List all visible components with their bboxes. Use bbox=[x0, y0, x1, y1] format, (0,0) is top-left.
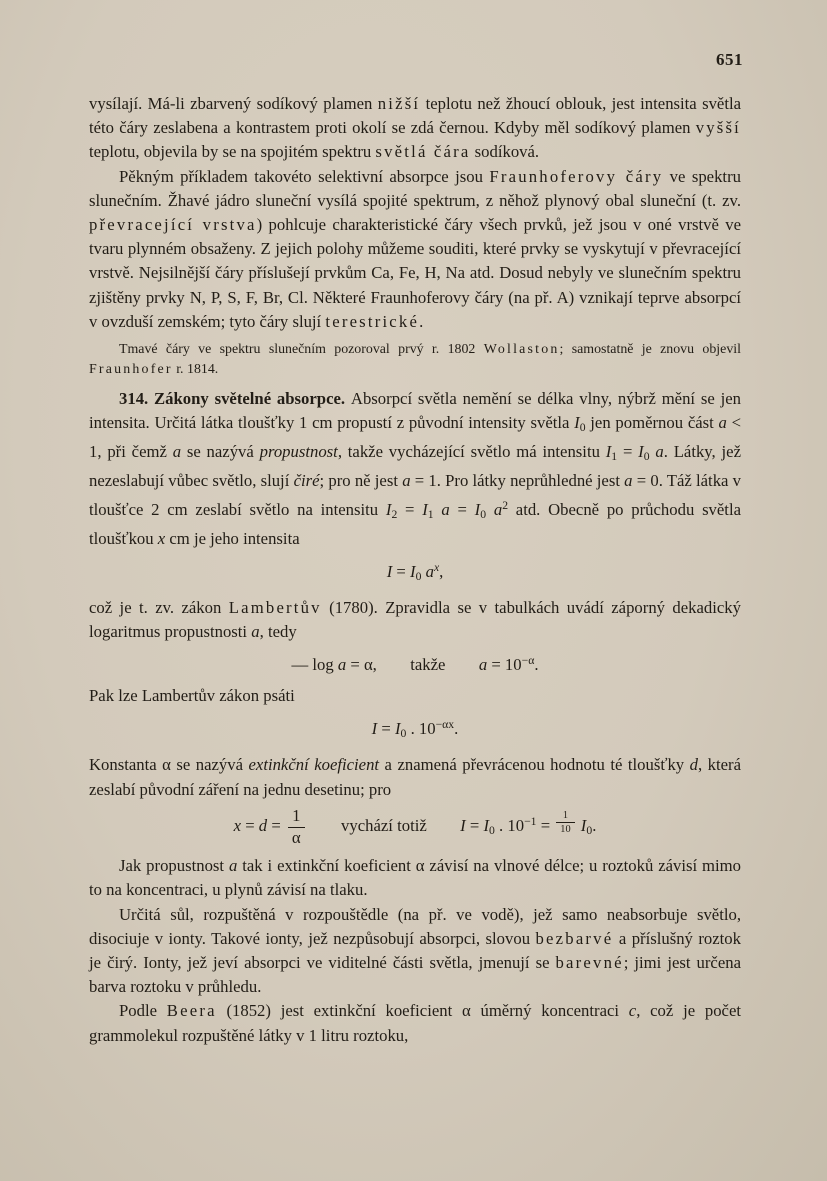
fraction: $\frac{1}{\alpha}$ bbox=[288, 807, 305, 847]
text-run: 2 bbox=[391, 507, 398, 521]
text-run: Beera bbox=[166, 1001, 217, 1021]
text-run: r. 1814. bbox=[172, 361, 219, 377]
equation-log bbox=[89, 649, 741, 677]
page-content bbox=[89, 92, 741, 1048]
text-run: 1 bbox=[611, 450, 618, 464]
text-run: cm je jeho intensita bbox=[165, 528, 300, 548]
text-run: ; samostatně je znovu objevil bbox=[559, 342, 741, 358]
text-run: a bbox=[172, 442, 182, 462]
text-run: d bbox=[689, 755, 698, 775]
text-run: Tmavé čáry ve spektru slunečním pozoroval prvý r. 1802 bbox=[119, 342, 484, 358]
paragraph bbox=[89, 684, 741, 708]
text-run: x bbox=[433, 560, 440, 574]
text-run: 1 bbox=[427, 507, 434, 521]
text-run: , což je počet grammolekul rozpuštěné látky v 1 litru roztoku, bbox=[89, 1001, 742, 1045]
text-run: , takže vycházející světlo má intensitu bbox=[337, 442, 606, 462]
text-run: se nazývá bbox=[181, 442, 260, 462]
fraction: $\frac{1}{10}$ bbox=[556, 810, 574, 836]
text-run: což je t. zv. zákon bbox=[89, 597, 229, 617]
text-run: . 10 bbox=[406, 719, 436, 739]
text-run: vyšší bbox=[695, 118, 741, 138]
text-run: 0 bbox=[643, 450, 650, 464]
text-run: = bbox=[465, 815, 484, 835]
text-run: = 0. Táž látka v tloušťce 2 cm zeslabí světlo na intensitu bbox=[89, 471, 742, 519]
text-run: . bbox=[534, 655, 539, 675]
text-run: (1852) jest extinkční koeficient α úměrný koncentraci bbox=[216, 1001, 629, 1021]
text-run: = bbox=[449, 499, 475, 519]
paragraph bbox=[89, 903, 741, 1000]
equation-extinction bbox=[89, 807, 741, 847]
text-run: < 1, při čemž bbox=[89, 413, 742, 462]
text-run: . 10 bbox=[494, 815, 525, 835]
text-run: (1780). Zpravidla se v tabulkách uvádí záporný dekadický logaritmus propustnosti bbox=[89, 597, 741, 642]
text-run: atd. Obecně po průchodu světla tloušťkou bbox=[89, 499, 741, 548]
text-run: = bbox=[536, 815, 555, 835]
text-run: d bbox=[258, 815, 268, 835]
text-run: Fraunhofer bbox=[89, 361, 173, 377]
paragraph bbox=[89, 854, 741, 902]
text-run: takže bbox=[376, 655, 479, 675]
text-run: 0 bbox=[579, 421, 586, 435]
text-run: — log bbox=[291, 655, 338, 675]
text-run: I bbox=[394, 719, 401, 739]
text-run: jen poměrnou část bbox=[585, 413, 719, 433]
text-run: čiré bbox=[293, 471, 320, 491]
text-run: I bbox=[422, 499, 428, 519]
text-run: Absorpcí světla nemění se délka vlny, nýbrž mění se jen intensita. Určitá látka tloušťky 1 cm propustí z původní intensity světla bbox=[89, 389, 741, 433]
text-run: . bbox=[419, 311, 424, 331]
text-run: Fraunhoferovy čáry bbox=[489, 166, 664, 186]
text-run: a bbox=[251, 622, 260, 642]
text-run: I bbox=[574, 413, 580, 433]
text-run: = α, bbox=[346, 655, 377, 675]
text-run: ; pro ně jest bbox=[319, 471, 403, 491]
footnote-paragraph bbox=[89, 340, 741, 379]
text-run: = bbox=[617, 442, 639, 462]
text-run: ; jimi jest určena barva roztoku v průhledu. bbox=[89, 953, 741, 997]
text-run: I bbox=[638, 442, 644, 462]
text-run: 0 bbox=[586, 823, 593, 837]
text-run: = bbox=[241, 815, 259, 835]
text-run: , tedy bbox=[259, 622, 297, 642]
paragraph-continuation bbox=[89, 92, 741, 165]
text-run: a bbox=[493, 499, 503, 519]
text-run: terestrické bbox=[325, 311, 420, 331]
text-run: Jak propustnost bbox=[119, 856, 229, 876]
text-run: = 10 bbox=[487, 655, 522, 675]
text-run: 0 bbox=[400, 727, 407, 741]
text-run: 314. Zákony světelné absorpce. bbox=[119, 389, 351, 409]
text-run: tak i extinkční koeficient α závisí na vlnové délce; u roztoků závisí mimo to na koncentraci, u plynů závisí na tlaku. bbox=[89, 856, 741, 900]
text-run: Lambertův bbox=[228, 597, 322, 617]
text-run: a znamená převrácenou hodnotu té tloušťky bbox=[379, 755, 690, 775]
text-run: , bbox=[439, 561, 444, 581]
text-run: = bbox=[267, 815, 285, 835]
paragraph bbox=[89, 596, 741, 644]
text-run: I bbox=[460, 815, 466, 835]
text-run: . bbox=[592, 815, 597, 835]
text-run: I bbox=[410, 561, 416, 581]
text-run: barevné bbox=[555, 953, 624, 973]
text-run: I bbox=[386, 561, 393, 581]
text-run: extinkční koeficient bbox=[248, 755, 380, 775]
text-run: Určitá sůl, rozpuštěná v rozpouštědle (na př. ve vodě), jež samo neabsorbuje světlo, disociuje v ionty. Takové ionty, jež nezpůsobují absorpci, slovou bbox=[89, 904, 741, 948]
text-run: a bbox=[425, 561, 434, 581]
text-run: a bbox=[478, 655, 488, 675]
text-run: I bbox=[385, 499, 392, 519]
text-run: −α bbox=[521, 654, 535, 668]
text-run: I bbox=[474, 499, 481, 519]
text-run: c bbox=[628, 1001, 637, 1021]
text-run: Konstanta α se nazývá bbox=[89, 755, 249, 775]
text-run: ) pohlcuje charakteristické čáry všech prvků, jež jsou v oné vrstvě ve tvaru plynném obsaženy. Z jejich polohy můžeme souditi, které prvky se vyskytují v převracející vrstvě. Nejsilnější čáry příslušejí prvkům Ca, Fe, H, Na atd. Dosud nebyly ve slunečním spektru zjištěny prvky N, P, S, F, Br, Cl. Některé Fraunhoferovy čáry (na př. A) vznikají teprve absorpcí v ovzduší zemském; tyto čáry slují bbox=[89, 215, 742, 331]
text-run: I bbox=[371, 719, 378, 739]
paragraph bbox=[89, 165, 741, 334]
text-run: 0 bbox=[489, 823, 495, 837]
section-paragraph bbox=[89, 387, 741, 551]
text-run: a bbox=[441, 499, 450, 519]
text-run: vychází totiž bbox=[307, 815, 461, 835]
text-run: = bbox=[397, 499, 423, 519]
text-run: = bbox=[377, 719, 395, 739]
text-run: ve spektru slunečním. Žhavé jádro sluneční vysílá spojité spektrum, z něhož plynový obal sluneční (t. zv. bbox=[89, 166, 741, 210]
text-run: I bbox=[483, 815, 490, 835]
page-number: 651 bbox=[716, 50, 743, 69]
text-run: teplotu než žhoucí oblouk, jest intensita světla této čáry zeslabena a kontrastem proti okolí se zdá černou. Kdyby měl sodíkový plamen bbox=[89, 94, 742, 138]
text-run: I bbox=[580, 815, 587, 835]
paragraph bbox=[89, 753, 741, 801]
text-run: 0 bbox=[480, 507, 487, 521]
text-run: = 1. Pro látky neprůhledné jest bbox=[410, 471, 625, 491]
text-run: sodíková. bbox=[470, 142, 540, 162]
text-run: Pěkným příkladem takovéto selektivní absorpce jsou bbox=[119, 166, 490, 186]
text-run: . Látky, jež nezeslabují vůbec světlo, slují bbox=[89, 442, 741, 491]
text-run: a bbox=[655, 442, 664, 462]
text-run: bezbarvé bbox=[535, 928, 614, 948]
text-run: nižší bbox=[377, 94, 421, 113]
text-run: = bbox=[392, 561, 411, 581]
text-run bbox=[486, 500, 494, 519]
text-run: . bbox=[454, 719, 459, 739]
text-run: 0 bbox=[415, 569, 422, 583]
equation-lambert-log bbox=[89, 713, 741, 746]
text-run: −1 bbox=[524, 815, 537, 829]
text-run: teplotu, objevila by se na spojitém spektru bbox=[89, 142, 376, 162]
paragraph bbox=[89, 999, 741, 1047]
equation-lambert-power bbox=[89, 556, 741, 589]
text-run: I bbox=[605, 442, 612, 462]
text-run: a bbox=[402, 471, 411, 491]
text-run: a příslušný roztok je čirý. Ionty, jež jeví absorpci ve viditelné části světla, jmenují se bbox=[89, 928, 741, 973]
text-run: , která zeslabí původní záření na jednu desetinu; pro bbox=[89, 755, 741, 799]
text-run: a bbox=[624, 471, 633, 491]
text-run: a bbox=[718, 413, 727, 433]
text-run: 2 bbox=[502, 498, 509, 512]
text-run: světlá čára bbox=[375, 142, 471, 162]
text-run: Wollaston bbox=[483, 342, 560, 358]
text-run: x bbox=[157, 528, 166, 548]
text-run: a bbox=[337, 655, 347, 675]
text-run: a bbox=[228, 856, 238, 876]
text-run: x bbox=[233, 815, 242, 835]
text-run: propustnost bbox=[259, 442, 338, 462]
text-run: −αx bbox=[435, 718, 455, 732]
text-run: vysílají. Má-li zbarvený sodíkový plamen bbox=[89, 94, 378, 113]
text-run: převracející vrstva bbox=[89, 215, 257, 235]
text-run: Podle bbox=[119, 1001, 167, 1021]
text-run: Pak lze Lambertův zákon psáti bbox=[89, 686, 295, 706]
